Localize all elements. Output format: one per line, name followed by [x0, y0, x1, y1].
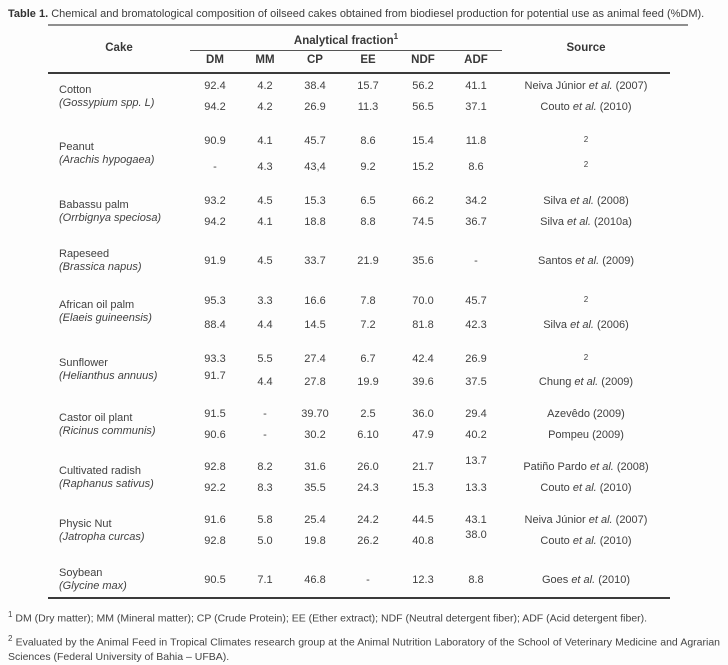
value-cell: 11.3	[357, 100, 379, 113]
cake-cell	[48, 180, 190, 233]
value-cell: 27.8	[304, 376, 326, 389]
value-cell: 2.5	[360, 408, 376, 421]
column-header-ee: EE	[340, 50, 396, 73]
value-cell: 35.5	[304, 482, 326, 495]
value-cell: 56.2	[412, 79, 434, 92]
value-cell: 16.6	[304, 295, 326, 308]
value-cell: 31.6	[304, 461, 326, 474]
cake-name: Cultivated radish	[59, 465, 141, 478]
cake-cell	[48, 393, 190, 446]
source-cell: Goes et al. (2010)	[541, 573, 631, 586]
value-cell: 36.7	[465, 216, 487, 229]
value-cell: 39.6	[412, 376, 434, 389]
table-row	[48, 73, 670, 97]
source-cell: Couto et al. (2010)	[540, 482, 632, 495]
column-header-mm: MM	[240, 50, 290, 73]
source-footnote-marker: 2	[583, 160, 589, 170]
value-cell: 7.1	[257, 573, 273, 586]
value-cell: 15.3	[412, 482, 434, 495]
table-row	[48, 118, 670, 155]
table-row	[48, 278, 670, 315]
table-caption-label: Table 1.	[8, 8, 49, 20]
value-cell: 13.7	[465, 455, 487, 468]
cake-name: Peanut	[59, 141, 94, 154]
value-cell: 93.2	[204, 195, 226, 208]
column-header-ndf: NDF	[396, 50, 450, 73]
value-cell: 90.9	[204, 135, 226, 148]
value-cell: 34.2	[465, 195, 487, 208]
value-cell: 4.2	[257, 100, 273, 113]
value-cell: 7.2	[360, 318, 376, 331]
group-header-footnote-marker: 1	[393, 32, 399, 41]
value-cell: 25.4	[304, 514, 326, 527]
value-cell: 4.5	[257, 254, 273, 267]
source-cell: Pompeu (2009)	[548, 429, 624, 442]
value-cell: 92.2	[204, 482, 226, 495]
cake-cell	[48, 118, 190, 180]
table-caption	[8, 8, 720, 21]
source-footnote-marker: 2	[583, 134, 589, 144]
value-cell: 42.3	[465, 318, 487, 331]
value-cell: 45.7	[304, 135, 326, 148]
value-cell: 4.5	[257, 195, 273, 208]
value-cell: 5.8	[257, 514, 273, 527]
cake-scientific-name: (Ricinus communis)	[59, 425, 156, 438]
table-row	[48, 552, 670, 598]
value-cell: 6.5	[360, 195, 376, 208]
value-cell: 94.2	[204, 216, 226, 229]
footnote-2-marker: 2	[8, 633, 13, 643]
value-cell: 27.4	[304, 353, 326, 366]
value-cell: 8.8	[468, 573, 484, 586]
value-cell: 94.2	[204, 100, 226, 113]
value-cell: 42.4	[412, 353, 434, 366]
value-cell: 90.5	[204, 573, 226, 586]
source-cell	[502, 154, 670, 180]
composition-table	[48, 26, 670, 599]
table-caption-text: Chemical and bromatological composition of oilseed cakes obtained from biodiesel production for potential use as animal feed (%DM).	[51, 8, 705, 20]
value-cell: 91.9	[204, 254, 226, 267]
value-cell: 35.6	[412, 254, 434, 267]
cake-name: Castor oil plant	[59, 412, 133, 425]
value-cell: 15.4	[412, 135, 434, 148]
value-cell: 5.0	[257, 535, 273, 548]
column-header-cake: Cake	[48, 26, 190, 73]
cake-cell	[48, 552, 190, 598]
value-cell: 91.7	[204, 370, 226, 383]
value-cell: 11.8	[465, 135, 487, 148]
source-cell: Patiño Pardo et al. (2008)	[523, 461, 649, 474]
value-cell: 8.6	[468, 160, 484, 173]
cake-scientific-name: (Brassica napus)	[59, 261, 142, 274]
value-cell: 92.8	[204, 461, 226, 474]
cake-scientific-name: (Glycine max)	[59, 580, 127, 593]
value-cell: 38.4	[304, 79, 326, 92]
cake-scientific-name: (Helianthus annuus)	[59, 370, 158, 383]
value-cell: 18.8	[304, 216, 326, 229]
value-cell: 56.5	[412, 100, 434, 113]
value-cell: 36.0	[412, 408, 434, 421]
source-cell: Silva et al. (2008)	[543, 195, 629, 208]
value-cell: 26.9	[304, 100, 326, 113]
cake-scientific-name: (Raphanus sativus)	[59, 478, 154, 491]
cake-name: Rapeseed	[59, 248, 110, 261]
cake-name: Soybean	[59, 567, 103, 580]
value-cell: 4.4	[257, 318, 273, 331]
value-cell: 6.10	[357, 429, 379, 442]
value-cell: 12.3	[412, 573, 434, 586]
value-cell: 39.70	[301, 408, 329, 421]
cake-cell	[48, 446, 190, 499]
value-cell: 40.2	[465, 429, 487, 442]
value-cell: 93.3	[204, 353, 226, 366]
value-cell: 9.2	[360, 160, 376, 173]
cake-name: African oil palm	[59, 299, 135, 312]
footnotes	[8, 607, 720, 665]
value-cell: 92.8	[204, 535, 226, 548]
cake-name: Sunflower	[59, 357, 108, 370]
value-cell: 45.7	[465, 295, 487, 308]
value-cell: 33.7	[304, 254, 326, 267]
value-cell: 14.5	[304, 318, 326, 331]
column-header-source: Source	[502, 26, 670, 73]
footnote-2	[8, 631, 720, 665]
value-cell: -	[213, 160, 217, 173]
value-cell: 21.7	[412, 461, 434, 474]
value-cell: 15.3	[304, 195, 326, 208]
value-cell: 24.3	[357, 482, 379, 495]
value-cell: 43.1	[465, 514, 487, 527]
cake-scientific-name: (Elaeis guineensis)	[59, 312, 152, 325]
value-cell: 24.2	[357, 514, 379, 527]
value-cell: 19.9	[357, 376, 379, 389]
table-row	[48, 336, 670, 373]
value-cell: -	[263, 408, 267, 421]
header-row-group	[48, 26, 670, 50]
value-cell: 26.0	[357, 461, 379, 474]
value-cell: 43,4	[304, 160, 326, 173]
column-header-dm: DM	[190, 50, 240, 73]
source-cell: Silva et al. (2010a)	[540, 216, 632, 229]
value-cell: 92.4	[204, 79, 226, 92]
table-row	[48, 180, 670, 212]
source-cell: Neiva Júnior et al. (2007)	[524, 514, 648, 527]
value-cell: 74.5	[412, 216, 434, 229]
value-cell: 40.8	[412, 535, 434, 548]
footnote-2-text: Evaluated by the Animal Feed in Tropical Climates research group at the Animal Nutrition Laboratory of the School of Veterinary Medicine and Agrarian Sciences (Federal University of Bahia – UFBA).	[8, 636, 721, 664]
value-cell: 8.3	[257, 482, 273, 495]
source-cell: Neiva Júnior et al. (2007)	[524, 79, 648, 92]
footnote-1-text: DM (Dry matter); MM (Mineral matter); CP (Crude Protein); EE (Ether extract); NDF (Neutral detergent fiber); ADF (Acid detergent fiber).	[15, 612, 648, 625]
value-cell: -	[474, 254, 478, 267]
cake-name: Cotton	[59, 83, 92, 96]
value-cell: 30.2	[304, 429, 326, 442]
cake-name: Babassu palm	[59, 199, 129, 212]
value-cell: 66.2	[412, 195, 434, 208]
table-row	[48, 446, 670, 478]
footnote-1-marker: 1	[8, 610, 13, 620]
source-cell	[502, 336, 670, 373]
value-cell: 7.8	[360, 295, 376, 308]
value-cell: 46.8	[304, 573, 326, 586]
source-cell: Azevêdo (2009)	[547, 408, 625, 421]
table-row	[48, 233, 670, 278]
cake-scientific-name: (Jatropha curcas)	[59, 531, 145, 544]
value-cell: 4.1	[257, 135, 273, 148]
value-cell: 44.5	[412, 514, 434, 527]
value-cell: 13.3	[465, 482, 487, 495]
cake-name: Physic Nut	[59, 518, 112, 531]
value-cell: 4.3	[257, 160, 273, 173]
table-row	[48, 393, 670, 425]
value-cell: 37.1	[465, 100, 487, 113]
column-group-header	[190, 26, 502, 50]
source-cell: Silva et al. (2006)	[543, 318, 629, 331]
value-cell: 90.6	[204, 429, 226, 442]
cake-cell	[48, 233, 190, 278]
column-header-adf: ADF	[450, 50, 502, 73]
value-cell: 21.9	[357, 254, 379, 267]
value-cell: 15.7	[357, 79, 379, 92]
value-cell: 8.2	[257, 461, 273, 474]
cake-scientific-name: (Orrbignya speciosa)	[59, 212, 162, 225]
value-cell: 47.9	[412, 429, 434, 442]
table-row	[48, 499, 670, 531]
value-cell: 4.2	[257, 79, 273, 92]
value-cell: 91.6	[204, 514, 226, 527]
column-header-cp: CP	[290, 50, 340, 73]
source-footnote-marker: 2	[583, 295, 589, 305]
source-cell	[502, 278, 670, 315]
value-cell: 95.3	[204, 295, 226, 308]
value-cell: 26.2	[357, 535, 379, 548]
value-cell: 91.5	[204, 408, 226, 421]
value-cell: -	[263, 429, 267, 442]
value-cell: 19.8	[304, 535, 326, 548]
value-cell: 38.0	[465, 529, 487, 542]
cake-cell	[48, 336, 190, 394]
value-cell: 26.9	[465, 353, 487, 366]
value-cell: 5.5	[257, 353, 273, 366]
value-cell: 6.7	[360, 353, 376, 366]
source-cell: Couto et al. (2010)	[540, 100, 632, 113]
source-cell: Chung et al. (2009)	[538, 376, 634, 389]
cake-cell	[48, 278, 190, 336]
value-cell: 88.4	[204, 318, 226, 331]
cake-scientific-name: (Arachis hypogaea)	[59, 154, 155, 167]
value-cell: 81.8	[412, 318, 434, 331]
value-cell: 4.4	[257, 376, 273, 389]
value-cell: 70.0	[412, 295, 434, 308]
source-footnote-marker: 2	[583, 352, 589, 362]
source-cell: Couto et al. (2010)	[540, 535, 632, 548]
value-cell: 8.6	[360, 135, 376, 148]
value-cell: 3.3	[257, 295, 273, 308]
value-cell: -	[366, 573, 370, 586]
value-cell: 4.1	[257, 216, 273, 229]
cake-cell	[48, 499, 190, 552]
source-cell	[502, 118, 670, 155]
value-cell: 41.1	[465, 79, 487, 92]
value-cell: 8.8	[360, 216, 376, 229]
value-cell: 37.5	[465, 376, 487, 389]
value-cell: 15.2	[412, 160, 434, 173]
group-header-text: Analytical fraction	[293, 34, 394, 47]
value-cell: 29.4	[465, 408, 487, 421]
cake-cell	[48, 73, 190, 118]
footnote-1	[8, 607, 720, 627]
cake-scientific-name: (Gossypium spp. L)	[59, 96, 155, 109]
source-cell: Santos et al. (2009)	[537, 254, 635, 267]
